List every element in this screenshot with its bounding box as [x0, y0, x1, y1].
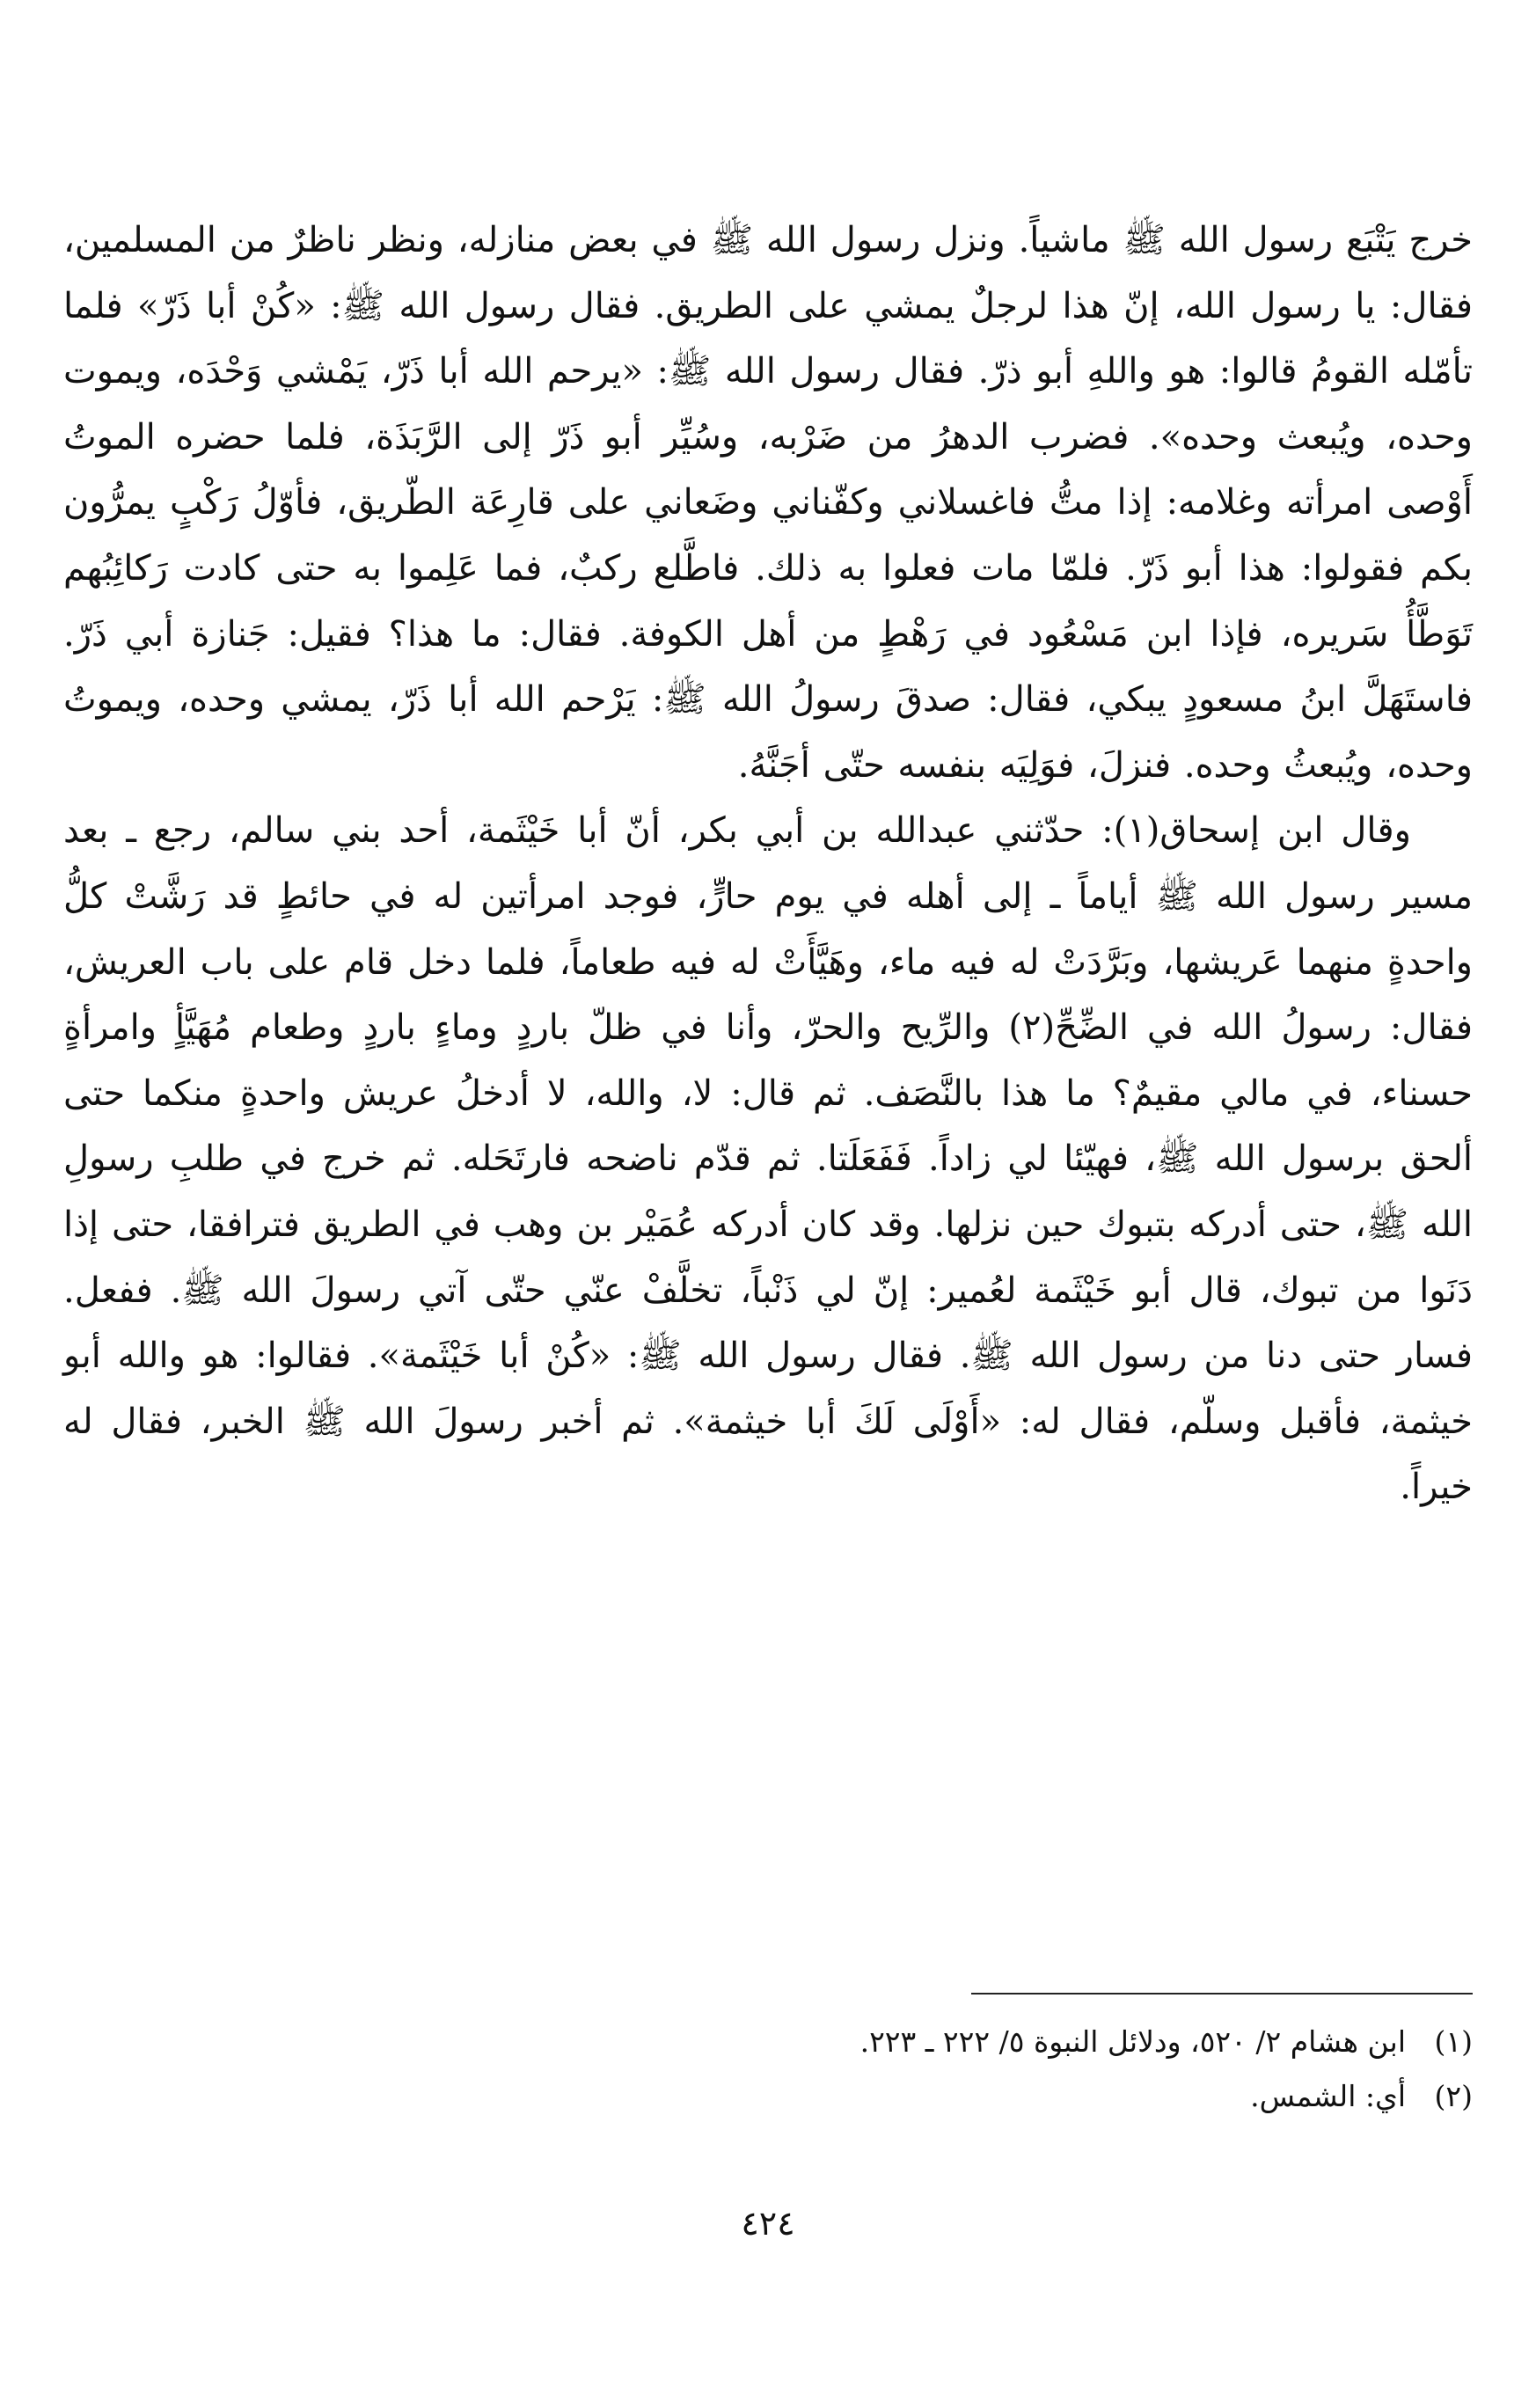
- main-text: [63, 208, 1473, 1520]
- page-number: ٤٢٤: [741, 2204, 795, 2243]
- footnote-item: [63, 2069, 1473, 2124]
- footnote-item: [63, 2015, 1473, 2069]
- footnote-text: ابن هشام ٢/ ٥٢٠، ودلائل النبوة ٥/ ٢٢٢ ـ ٢٢٣.: [859, 2024, 1406, 2059]
- body-paragraph: خرج يَتْبَع رسول الله ﷺ ماشياً. ونزل رسول الله ﷺ في بعض منازله، ونظر ناظرٌ من المسلمين، فقال: يا رسول الله، إنّ هذا لرجلٌ يمشي على الطريق. فقال رسول الله ﷺ: «كُنْ أبا ذَرّ» فلما تأمّله القومُ قالوا: هو واللهِ أبو ذرّ. فقال رسول الله ﷺ: «يرحم الله أبا ذَرّ، يَمْشي وَحْدَه، ويموت وحده، ويُبعث وحده». فضرب الدهرُ من ضَرْبه، وسُيِّر أبو ذَرّ إلى الرَّبَذَة، فلما حضره الموتُ أَوْصى امرأته وغلامه: إذا متُّ فاغسلاني وكفّناني وضَعاني على قارِعَة الطّريق، فأوّلُ رَكْبٍ يمرُّون بكم فقولوا: هذا أبو ذَرّ. فلمّا مات فعلوا به ذلك. فاطَّلع ركبٌ، فما عَلِموا به حتى كادت رَكائِبُهم تَوَطَّأُ سَريره، فإذا ابن مَسْعُود في رَهْطٍ من أهل الكوفة. فقال: ما هذا؟ فقيل: جَنازة أبي ذَرّ. فاستَهَلَّ ابنُ مسعودٍ يبكي، فقال: صدقَ رسولُ الله ﷺ: يَرْحم الله أبا ذَرّ، يمشي وحده، ويموتُ وحده، ويُبعثُ وحده. فنزلَ، فوَلِيَه بنفسه حتّى أجَنَّهُ.: [63, 220, 1474, 786]
- footnote-number: (١): [1434, 2024, 1473, 2059]
- footnotes: [63, 2015, 1473, 2124]
- footnote-number: (٢): [1434, 2079, 1473, 2113]
- footnote-text: أي: الشمس.: [1250, 2079, 1406, 2113]
- body-paragraph: وقال ابن إسحاق(١): حدّثني عبدالله بن أبي بكر، أنّ أبا خَيْثَمة، أحد بني سالم، رجع ـ بعد مسير رسول الله ﷺ أياماً ـ إلى أهله في يوم حارٍّ، فوجد امرأتين له في حائطٍ قد رَشَّتْ كلُّ واحدةٍ منهما عَريشها، وبَرَّدَتْ له فيه ماء، وهَيَّأَتْ له فيه طعاماً، فلما دخل قام على باب العريش، فقال: رسولُ الله في الضِّحِّ(٢) والرِّيح والحرّ، وأنا في ظلّ باردٍ وماءٍ باردٍ وطعام مُهَيَّأٍ وامرأةٍ حسناء، في مالي مقيمٌ؟ ما هذا بالنَّصَف. ثم قال: لا، والله، لا أدخلُ عريش واحدةٍ منكما حتى ألحق برسول الله ﷺ، فهيّئا لي زاداً. فَفَعَلَتا. ثم قدّم ناضحه فارتَحَله. ثم خرج في طلبِ رسولِ الله ﷺ، حتى أدركه بتبوك حين نزلها. وقد كان أدركه عُمَيْر بن وهب في الطريق فترافقا، حتى إذا دَنَوا من تبوك، قال أبو خَيْثَمة لعُمير: إنّ لي ذَنْباً، تخلَّفْ عنّي حتّى آتي رسولَ الله ﷺ. ففعل. فسار حتى دنا من رسول الله ﷺ. فقال رسول الله ﷺ: «كُنْ أبا خَيْثَمة». فقالوا: هو والله أبو خيثمة، فأقبل وسلّم، فقال له: «أَوْلَى لَكَ أبا خيثمة». ثم أخبر رسولَ الله ﷺ الخبر، فقال له خيراً.: [63, 810, 1473, 1508]
- footnote-divider: [971, 1993, 1473, 1994]
